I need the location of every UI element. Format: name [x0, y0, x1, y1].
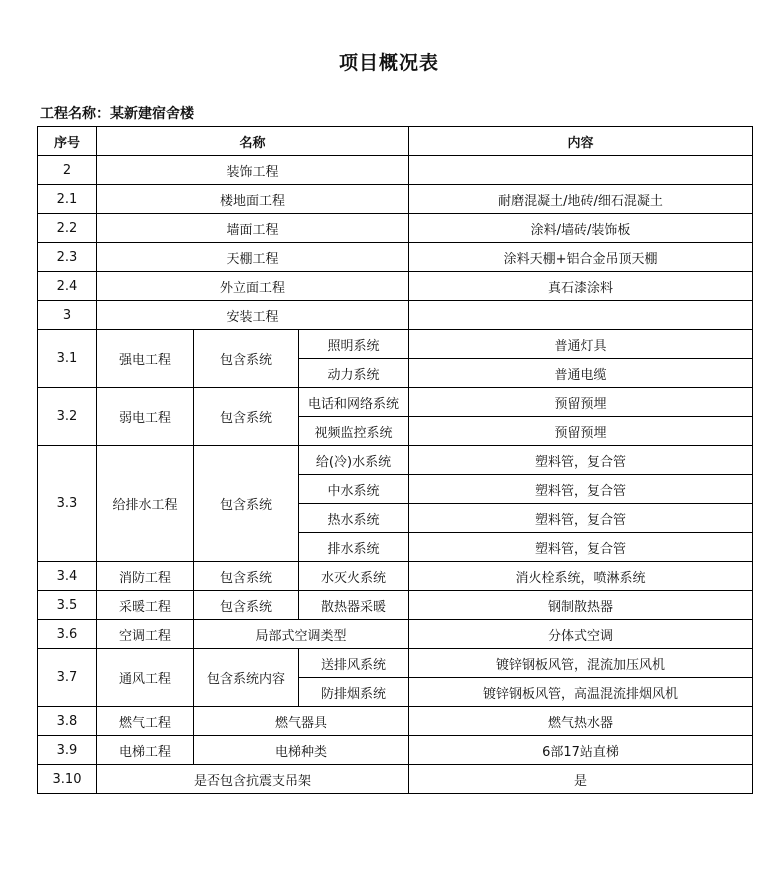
row-content: 分体式空调 [409, 620, 753, 649]
row-no: 3.1 [38, 330, 97, 388]
row-type: 包含系统 [194, 330, 299, 388]
row-content: 6部17站直梯 [409, 736, 753, 765]
row-no: 3 [38, 301, 97, 330]
row-content: 镀锌钢板风管，混流加压风机 [409, 649, 753, 678]
row-system: 水灭火系统 [299, 562, 409, 591]
row-name: 天棚工程 [97, 243, 409, 272]
row-no: 3.4 [38, 562, 97, 591]
row-content: 塑料管，复合管 [409, 533, 753, 562]
table-row [38, 243, 753, 272]
row-system: 送排风系统 [299, 649, 409, 678]
row-name: 楼地面工程 [97, 185, 409, 214]
row-no: 3.2 [38, 388, 97, 446]
row-no: 2 [38, 156, 97, 185]
row-name: 电梯工程 [97, 736, 194, 765]
row-no: 3.9 [38, 736, 97, 765]
row-content [409, 301, 753, 330]
row-content: 塑料管，复合管 [409, 446, 753, 475]
row-no: 2.3 [38, 243, 97, 272]
row-system: 动力系统 [299, 359, 409, 388]
table-row [38, 765, 753, 794]
table-row [38, 736, 753, 765]
row-system: 视频监控系统 [299, 417, 409, 446]
row-name: 弱电工程 [97, 388, 194, 446]
row-content: 消火栓系统，喷淋系统 [409, 562, 753, 591]
row-name: 安装工程 [97, 301, 409, 330]
row-no: 3.7 [38, 649, 97, 707]
row-system: 热水系统 [299, 504, 409, 533]
row-system: 电话和网络系统 [299, 388, 409, 417]
row-name: 通风工程 [97, 649, 194, 707]
table-row [38, 649, 753, 678]
row-no: 2.2 [38, 214, 97, 243]
row-content [409, 156, 753, 185]
row-type: 包含系统内容 [194, 649, 299, 707]
row-content: 预留预埋 [409, 417, 753, 446]
row-type: 包含系统 [194, 388, 299, 446]
row-content: 真石漆涂料 [409, 272, 753, 301]
table-row [38, 620, 753, 649]
table-row [38, 272, 753, 301]
row-name: 给排水工程 [97, 446, 194, 562]
row-content: 普通灯具 [409, 330, 753, 359]
row-name: 空调工程 [97, 620, 194, 649]
table-row [38, 388, 753, 417]
table-row [38, 185, 753, 214]
row-type: 燃气器具 [194, 707, 409, 736]
row-name: 燃气工程 [97, 707, 194, 736]
row-no: 3.6 [38, 620, 97, 649]
page-title: 项目概况表 [338, 52, 439, 74]
row-content: 耐磨混凝土/地砖/细石混凝土 [409, 185, 753, 214]
row-content: 普通电缆 [409, 359, 753, 388]
row-type: 包含系统 [194, 446, 299, 562]
row-content: 涂料/墙砖/装饰板 [409, 214, 753, 243]
row-type: 电梯种类 [194, 736, 409, 765]
header-name: 名称 [97, 127, 409, 156]
row-type: 包含系统 [194, 591, 299, 620]
row-no: 2.4 [38, 272, 97, 301]
row-content: 涂料天棚+铝合金吊顶天棚 [409, 243, 753, 272]
header-content: 内容 [409, 127, 753, 156]
row-system: 排水系统 [299, 533, 409, 562]
row-content: 是 [409, 765, 753, 794]
table-row [38, 707, 753, 736]
table-row [38, 330, 753, 359]
row-content: 塑料管，复合管 [409, 504, 753, 533]
row-content: 燃气热水器 [409, 707, 753, 736]
table-row [38, 591, 753, 620]
row-content: 镀锌钢板风管，高温混流排烟风机 [409, 678, 753, 707]
row-name: 是否包含抗震支吊架 [97, 765, 409, 794]
row-system: 照明系统 [299, 330, 409, 359]
project-name: 工程名称：某新建宿舍楼 [40, 106, 194, 122]
table-row [38, 562, 753, 591]
row-no: 3.3 [38, 446, 97, 562]
row-no: 3.5 [38, 591, 97, 620]
row-name: 消防工程 [97, 562, 194, 591]
project-overview-table [37, 126, 753, 794]
row-content: 塑料管，复合管 [409, 475, 753, 504]
row-content: 钢制散热器 [409, 591, 753, 620]
row-type: 局部式空调类型 [194, 620, 409, 649]
row-name: 外立面工程 [97, 272, 409, 301]
table-row [38, 214, 753, 243]
table-row [38, 156, 753, 185]
row-no: 3.10 [38, 765, 97, 794]
row-type: 包含系统 [194, 562, 299, 591]
table-header-row [38, 127, 753, 156]
row-system: 给(冷)水系统 [299, 446, 409, 475]
row-name: 采暖工程 [97, 591, 194, 620]
row-name: 墙面工程 [97, 214, 409, 243]
row-system: 防排烟系统 [299, 678, 409, 707]
row-name: 强电工程 [97, 330, 194, 388]
header-no: 序号 [38, 127, 97, 156]
table-row [38, 301, 753, 330]
row-no: 2.1 [38, 185, 97, 214]
row-no: 3.8 [38, 707, 97, 736]
row-name: 装饰工程 [97, 156, 409, 185]
row-content: 预留预埋 [409, 388, 753, 417]
row-system: 中水系统 [299, 475, 409, 504]
table-row [38, 446, 753, 475]
row-system: 散热器采暖 [299, 591, 409, 620]
